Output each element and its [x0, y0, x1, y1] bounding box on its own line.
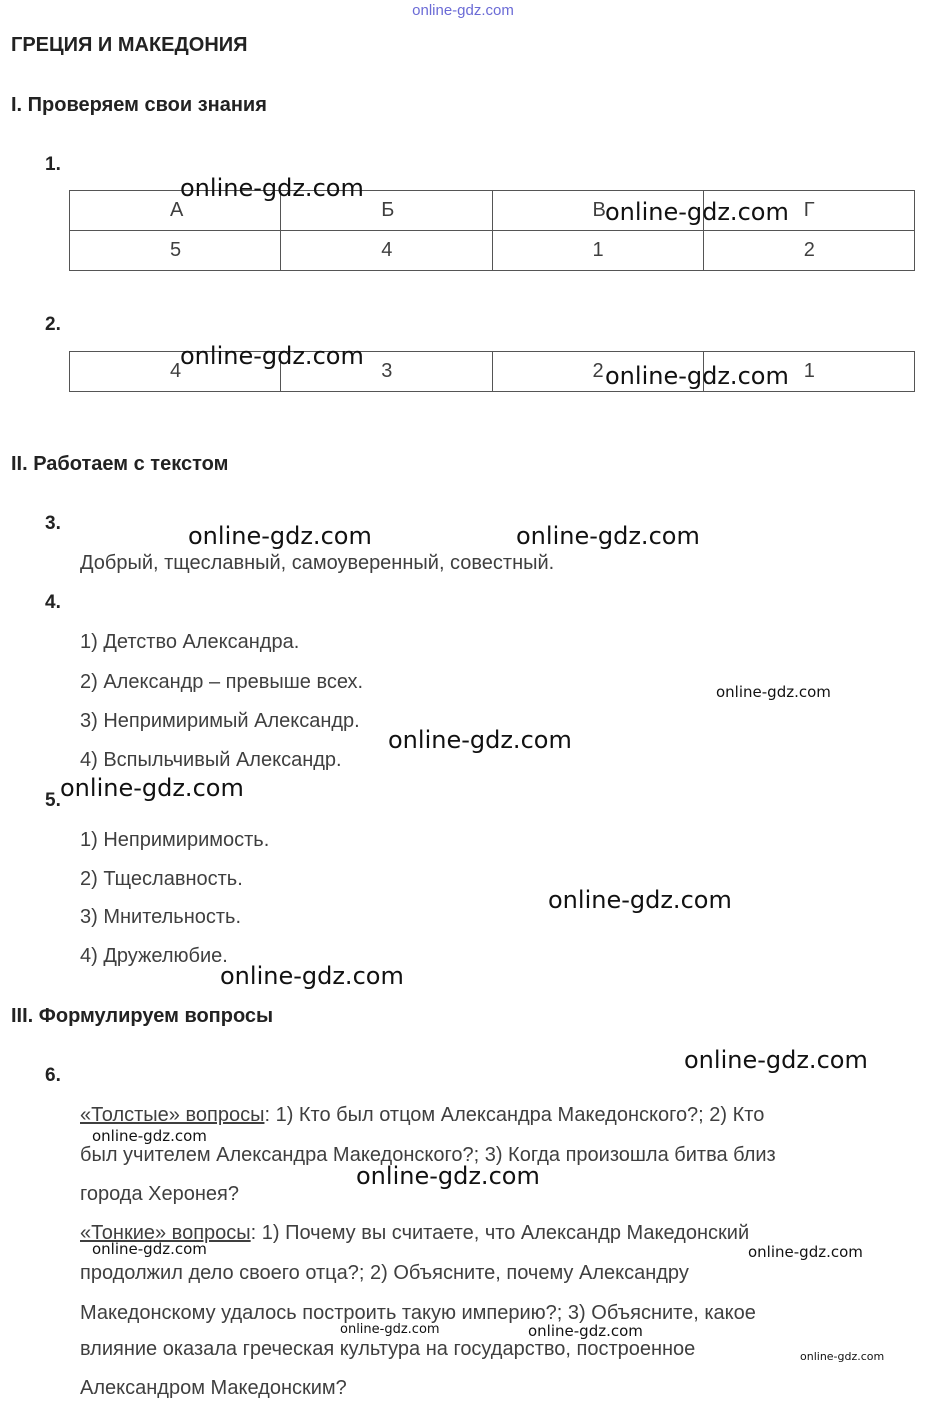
thick-questions-label: «Толстые» вопросы [80, 1104, 265, 1126]
task6-number: 6. [45, 1065, 61, 1086]
task1-value-cell: 1 [492, 231, 703, 271]
task4-item: 1) Детство Александра. [80, 631, 300, 653]
task1-number: 1. [45, 154, 61, 175]
task2-value-cell: 4 [70, 352, 281, 392]
thin-questions-line: Александром Македонским? [80, 1377, 347, 1399]
thin-questions-line: Македонскому удалось построить такую империю?; 3) Объясните, какое [80, 1302, 756, 1324]
task2-value-cell: 3 [281, 352, 492, 392]
task2-value-cell: 2 [492, 352, 703, 392]
watermark: online-gdz.com [716, 683, 831, 701]
thin-questions-line: продолжил дело своего отца?; 2) Объясните, почему Александру [80, 1262, 689, 1284]
task1-value-cell: 4 [281, 231, 492, 271]
task1-header-cell: Б [281, 191, 492, 231]
task5-item: 3) Мнительность. [80, 906, 242, 928]
watermark: online-gdz.com [388, 726, 572, 754]
task3-number: 3. [45, 513, 61, 534]
task4-number: 4. [45, 592, 61, 613]
task5-item: 2) Тщеславность. [80, 868, 243, 890]
watermark: online-gdz.com [605, 198, 789, 226]
section3-heading: III. Формулируем вопросы [11, 1005, 274, 1027]
thick-questions-line: города Херонея? [80, 1183, 239, 1205]
task1-header-cell: В [492, 191, 703, 231]
watermark: online-gdz.com [92, 1240, 207, 1258]
watermark: online-gdz.com [220, 962, 404, 990]
watermark: online-gdz.com [92, 1127, 207, 1145]
watermark: online-gdz.com [748, 1243, 863, 1261]
thick-questions-line [80, 1104, 764, 1127]
watermark: online-gdz.com [548, 886, 732, 914]
watermark: online-gdz.com [800, 1350, 885, 1363]
task1-header-cell: Г [703, 191, 914, 231]
section1-heading: I. Проверяем свои знания [11, 94, 267, 116]
task4-item: 4) Вспыльчивый Александр. [80, 749, 342, 771]
thin-questions-text: : 1) Почему вы считаете, что Александр Македонский [250, 1222, 750, 1244]
task5-item: 1) Непримиримость. [80, 829, 270, 851]
thin-questions-line: влияние оказала греческая культура на государство, построенное [80, 1338, 696, 1360]
watermark: online-gdz.com [60, 774, 244, 802]
watermark: online-gdz.com [516, 522, 700, 550]
task5-item: 4) Дружелюбие. [80, 945, 228, 967]
task1-value-row [70, 231, 915, 271]
watermark: online-gdz.com [180, 174, 364, 202]
task2-value-cell: 1 [703, 352, 914, 392]
task4-item: 3) Непримиримый Александр. [80, 710, 360, 732]
watermark: online-gdz.com [188, 522, 372, 550]
task2-number: 2. [45, 314, 61, 335]
thick-questions-line: был учителем Александра Македонского?; 3) Когда произошла битва близ [80, 1144, 776, 1166]
site-watermark-top: online-gdz.com [412, 2, 514, 19]
task1-header-cell: А [70, 191, 281, 231]
task4-item: 2) Александр – превыше всех. [80, 671, 364, 693]
watermark: online-gdz.com [356, 1162, 540, 1190]
section2-heading: II. Работаем с текстом [11, 453, 229, 475]
watermark: online-gdz.com [684, 1046, 868, 1074]
task1-value-cell: 5 [70, 231, 281, 271]
thin-questions-label: «Тонкие» вопросы [80, 1222, 251, 1244]
page-title: ГРЕЦИЯ И МАКЕДОНИЯ [11, 34, 248, 56]
task3-answer: Добрый, тщеславный, самоуверенный, совестный. [80, 552, 555, 574]
watermark: online-gdz.com [528, 1322, 643, 1340]
watermark: online-gdz.com [340, 1322, 440, 1337]
task5-number: 5. [45, 790, 61, 811]
watermark: online-gdz.com [180, 342, 364, 370]
watermark: online-gdz.com [605, 362, 789, 390]
thick-questions-text: : 1) Кто был отцом Александра Македонского?; 2) Кто [264, 1104, 765, 1126]
task1-value-cell: 2 [703, 231, 914, 271]
